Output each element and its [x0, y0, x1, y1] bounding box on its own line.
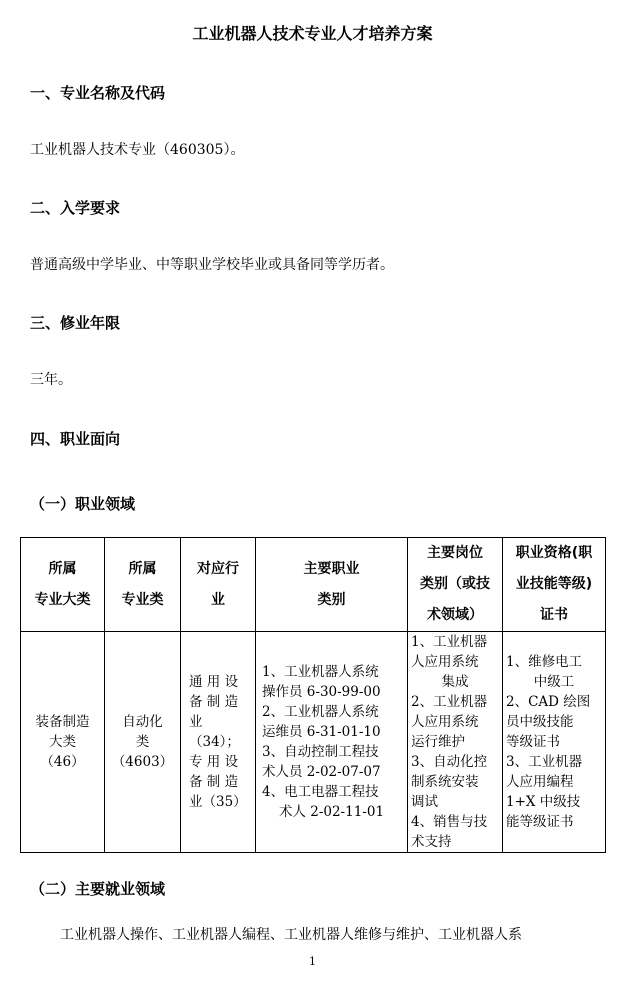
table-cell-positions: 1、工业机器 人应用系统 集成 2、工业机器 人应用系统 运行维护 3、自动化控 制系统安装 调试 4、销售与技 术支持: [408, 632, 503, 853]
admission-text: 普通高级中学毕业、中等职业学校毕业或具备同等学历者。: [30, 257, 394, 273]
table-header-row: [21, 538, 606, 632]
section-heading-admission: 二、入学要求: [30, 199, 121, 217]
header-cell: 主要岗位 类别（或技 术领域）: [408, 538, 503, 632]
table-cell-category: 装备制造 大类 （46）: [21, 632, 105, 853]
major-name-text: 工业机器人技术专业（460305）。: [30, 142, 245, 158]
page-number: 1: [309, 955, 316, 968]
table-cell-occupation: 1、工业机器人系统 操作员 6-30-99-00 2、工业机器人系统 运维员 6-31-01-10 3、自动控制工程技 术人员 2-02-07-07 4、电工电器工程技 术人 2-02-11-01: [256, 632, 408, 853]
duration-text: 三年。: [30, 372, 72, 388]
header-cell: 主要职业 类别: [256, 538, 408, 632]
employment-text: 工业机器人操作、工业机器人编程、工业机器人维修与维护、工业机器人系: [60, 927, 522, 943]
section-heading-career: 四、职业面向: [30, 430, 121, 448]
document-title: 工业机器人技术专业人才培养方案: [192, 24, 433, 43]
header-cell: 对应行 业: [181, 538, 256, 632]
header-cell: 职业资格(职 业技能等级) 证书: [503, 538, 606, 632]
table-cell-industry: 通 用 设 备 制 造 业（34）； 专 用 设 备 制 造 业（35）: [181, 632, 256, 853]
table-row: [21, 632, 606, 853]
table-cell-certificates: 1、维修电工 中级工 2、CAD 绘图 员中级技能 等级证书 3、工业机器 人应用编程 1+X 中级技 能等级证书: [503, 632, 606, 853]
table-cell-class: 自动化 类 （4603）: [105, 632, 181, 853]
section-heading-duration: 三、修业年限: [30, 314, 121, 332]
subsection-heading-employment: （二）主要就业领域: [30, 880, 166, 898]
header-cell: 所属 专业大类: [21, 538, 105, 632]
subsection-heading-career-field: （一）职业领域: [30, 495, 136, 513]
section-heading-major-name: 一、专业名称及代码: [30, 84, 166, 102]
career-field-table: [20, 537, 606, 853]
header-cell: 所属 专业类: [105, 538, 181, 632]
